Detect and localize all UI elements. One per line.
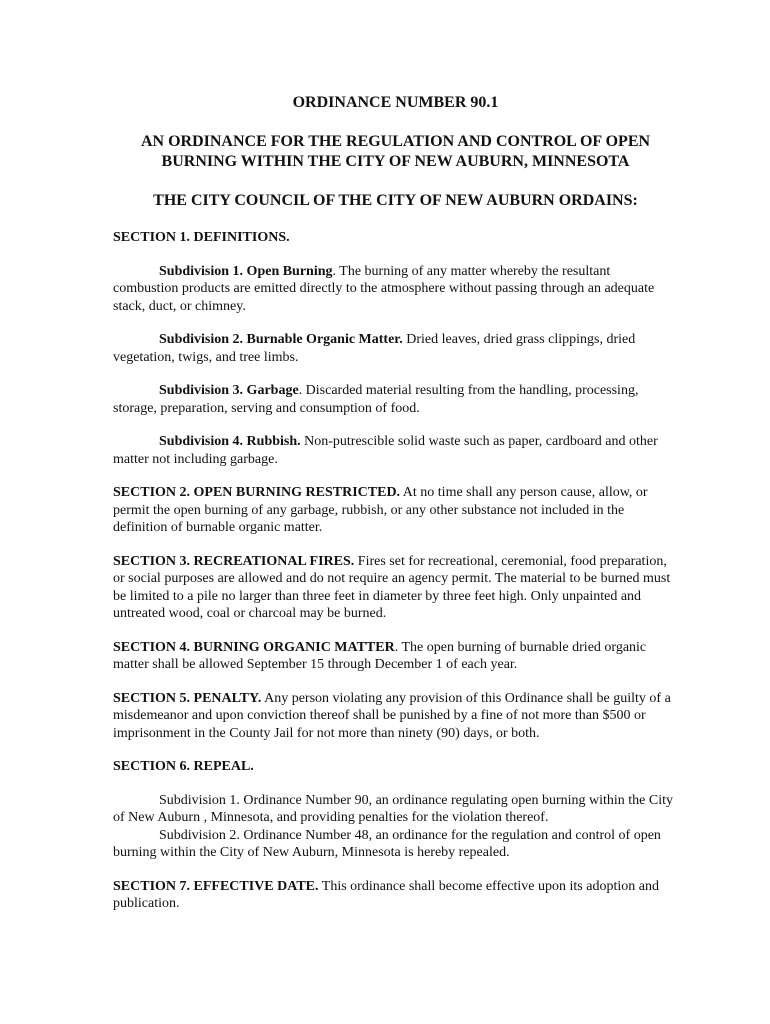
section-7 [113, 878, 678, 913]
document-title: ORDINANCE NUMBER 90.1 [292, 94, 499, 111]
section-6-heading [113, 758, 678, 776]
section-4 [113, 639, 678, 674]
section-7-text: This ordinance shall become effective upon its adoption and publication. [113, 878, 659, 911]
section-6-subdivision-1: Subdivision 1. Ordinance Number 90, an ordinance regulating open burning within the City of New Auburn , Minnesota, and providing penalties for the violation thereof. [113, 792, 674, 825]
section-5-text: Any person violating any provision of this Ordinance shall be guilty of a misdemeanor and upon conviction thereof shall be punished by a fine of not more than $500 or imprisonment in the County Jail for not more than ninety (90) days, or both. [113, 690, 671, 741]
ordains-heading: THE CITY COUNCIL OF THE CITY OF NEW AUBURN ORDAINS: [153, 192, 638, 209]
section-1-subdivision-4 [113, 433, 678, 468]
subdivision-1-label: Subdivision 1. Open Burning [159, 263, 333, 279]
section-2 [113, 484, 678, 537]
ordinance-page [113, 93, 678, 929]
section-3 [113, 553, 678, 623]
section-1-heading-text: SECTION 1. DEFINITIONS. [113, 230, 290, 245]
section-3-text: Fires set for recreational, ceremonial, food preparation, or social purposes are allowed and do not require an agency permit. The material to be burned must be limited to a pile no larger than three feet in diameter by three feet high. Only unpainted and untreated wood, coal or charcoal may be burned. [113, 553, 671, 621]
section-5 [113, 690, 678, 743]
subtitle-line-2: BURNING WITHIN THE CITY OF NEW AUBURN, MINNESOTA [161, 153, 630, 170]
section-2-text: At no time shall any person cause, allow, or permit the open burning of any garbage, rubbish, or any other substance not included in the definition of burnable organic matter. [113, 485, 648, 535]
section-1-subdivision-2 [113, 331, 678, 366]
subdivision-3-label: Subdivision 3. Garbage [159, 383, 299, 398]
section-7-heading: SECTION 7. EFFECTIVE DATE. [113, 878, 319, 894]
subdivision-2-text: Dried leaves, dried grass clippings, dried vegetation, twigs, and tree limbs. [113, 332, 636, 365]
section-6-heading-text: SECTION 6. REPEAL. [113, 759, 254, 774]
section-4-heading: SECTION 4. BURNING ORGANIC MATTER [113, 639, 395, 655]
subdivision-4-text: Non-putrescible solid waste such as paper, cardboard and other matter not including garbage. [113, 434, 658, 467]
subdivision-3-text: . Discarded material resulting from the handling, processing, storage, preparation, serving and consumption of food. [113, 383, 639, 416]
section-1-subdivision-1 [113, 263, 678, 316]
document-subtitle [113, 132, 678, 172]
section-2-heading: SECTION 2. OPEN BURNING RESTRICTED. [113, 485, 401, 500]
subdivision-4-label: Subdivision 4. Rubbish. [159, 434, 301, 449]
subdivision-2-label: Subdivision 2. Burnable Organic Matter. [159, 332, 403, 347]
section-4-text: . The open burning of burnable dried organic matter shall be allowed September 15 through December 1 of each year. [113, 639, 647, 672]
section-5-heading: SECTION 5. PENALTY. [113, 690, 262, 706]
section-1-heading [113, 229, 678, 247]
section-1-subdivision-3 [113, 382, 678, 417]
section-6-subdivision-2: Subdivision 2. Ordinance Number 48, an ordinance for the regulation and control of open burning within the City of New Auburn, Minnesota is hereby repealed. [113, 827, 661, 860]
subdivision-1-text: . The burning of any matter whereby the resultant combustion products are emitted directly to the atmosphere without passing through an adequate stack, duct, or chimney. [113, 263, 655, 314]
subtitle-line-1: AN ORDINANCE FOR THE REGULATION AND CONTROL OF OPEN [140, 133, 651, 150]
section-3-heading: SECTION 3. RECREATIONAL FIRES. [113, 553, 355, 569]
